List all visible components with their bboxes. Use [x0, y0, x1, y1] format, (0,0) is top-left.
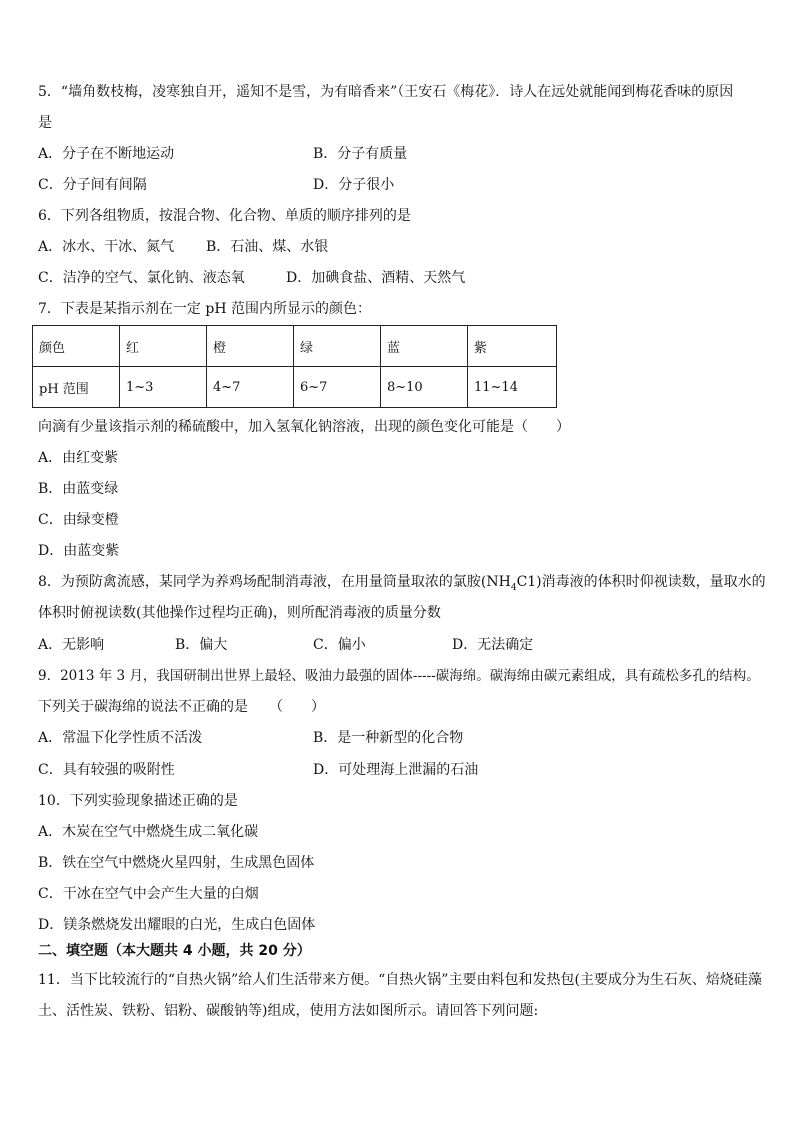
table-cell: 紫: [468, 326, 557, 367]
q5-option-a: A．分子在不断地运动: [38, 146, 175, 162]
table-cell: 6~7: [294, 367, 381, 408]
table-cell: 红: [120, 326, 207, 367]
q7-option-d: D．由蓝变紫: [38, 543, 120, 559]
q6-option-a: A．冰水、干冰、氮气: [38, 239, 175, 255]
q6-option-c: C．洁净的空气、氯化钠、液态氧: [38, 270, 245, 286]
q6-option-b: B．石油、煤、水银: [206, 239, 329, 255]
table-cell: 1~3: [120, 367, 207, 408]
q7-option-c: C．由绿变橙: [38, 512, 119, 528]
q5-option-b: B．分子有质量: [313, 146, 408, 162]
q9-line2: 下列关于碳海绵的说法不正确的是 （ ）: [38, 699, 325, 715]
q11-line1: 11．当下比较流行的“自热火锅”给人们生活带来方便。“自热火锅”主要由料包和发热包(主要成分为生石灰、焙烧硅藻: [38, 972, 762, 988]
q10-option-a: A．木炭在空气中燃烧生成二氧化碳: [38, 824, 259, 840]
q10-option-b: B．铁在空气中燃烧火星四射，生成黑色固体: [38, 855, 315, 871]
q7-option-a: A．由红变紫: [38, 450, 119, 466]
indicator-color-table: [32, 325, 557, 408]
q9-option-a: A．常温下化学性质不活泼: [38, 730, 203, 746]
table-cell: 橙: [207, 326, 294, 367]
table-cell: 颜色: [33, 326, 120, 367]
q9-option-b: B．是一种新型的化合物: [313, 730, 464, 746]
q8-option-a: A．无影响: [38, 637, 105, 653]
q7-option-b: B．由蓝变绿: [38, 481, 119, 497]
table-cell: 绿: [294, 326, 381, 367]
q8-option-c: C．偏小: [313, 637, 366, 653]
q8-line1-part2: C1)消毒液的体积时仰视读数，量取水的: [516, 574, 766, 590]
q9-option-c: C．具有较强的吸附性: [38, 762, 175, 778]
q8-subscript: 4: [510, 582, 517, 593]
table-cell: 8~10: [381, 367, 468, 408]
q5-option-c: C．分子间有间隔: [38, 177, 147, 193]
q8-line2: 体积时俯视读数(其他操作过程均正确)，则所配消毒液的质量分数: [38, 605, 441, 621]
q7-question: 向滴有少量该指示剂的稀硫酸中，加入氢氧化钠溶液，出现的颜色变化可能是（ ）: [38, 419, 570, 435]
q8-line1: [38, 572, 766, 592]
table-cell: 4~7: [207, 367, 294, 408]
q9-line1: 9．2013 年 3 月，我国研制出世界上最轻、吸油力最强的固体-----碳海绵。碳海绵由碳元素组成，具有疏松多孔的结构。: [38, 668, 760, 684]
q9-option-d: D．可处理海上泄漏的石油: [313, 762, 479, 778]
q10-option-d: D．镁条燃烧发出耀眼的白光，生成白色固体: [38, 917, 316, 933]
q11-line2: 土、活性炭、铁粉、铝粉、碳酸钠等)组成，使用方法如图所示。请回答下列问题:: [38, 1003, 539, 1019]
table-cell: 蓝: [381, 326, 468, 367]
q10-stem: 10．下列实验现象描述正确的是: [38, 793, 238, 809]
table-row: [33, 326, 557, 367]
q7-stem: 7．下表是某指示剂在一定 pH 范围内所显示的颜色：: [38, 301, 371, 317]
table-row: [33, 367, 557, 408]
q10-option-c: C．干冰在空气中会产生大量的白烟: [38, 886, 259, 902]
q8-line1-part1: 8．为预防禽流感，某同学为养鸡场配制消毒液，在用量筒量取浓的氯胺(NH: [38, 574, 511, 590]
q5-option-d: D．分子很小: [313, 177, 395, 193]
q5-line1: 5．“墙角数枝梅，凌寒独自开，遥知不是雪，为有暗香来”（王安石《梅花》．诗人在远处就能闻到梅花香味的原因: [38, 84, 734, 100]
q5-line2: 是: [38, 115, 52, 131]
q6-stem: 6．下列各组物质，按混合物、化合物、单质的顺序排列的是: [38, 208, 411, 224]
section-heading: 二、填空题（本大题共 4 小题，共 20 分）: [38, 943, 311, 959]
q8-option-d: D．无法确定: [452, 637, 534, 653]
q6-option-d: D．加碘食盐、酒精、天然气: [286, 270, 466, 286]
table-cell: pH 范围: [33, 367, 120, 408]
table-cell: 11~14: [468, 367, 557, 408]
q8-option-b: B．偏大: [175, 637, 228, 653]
